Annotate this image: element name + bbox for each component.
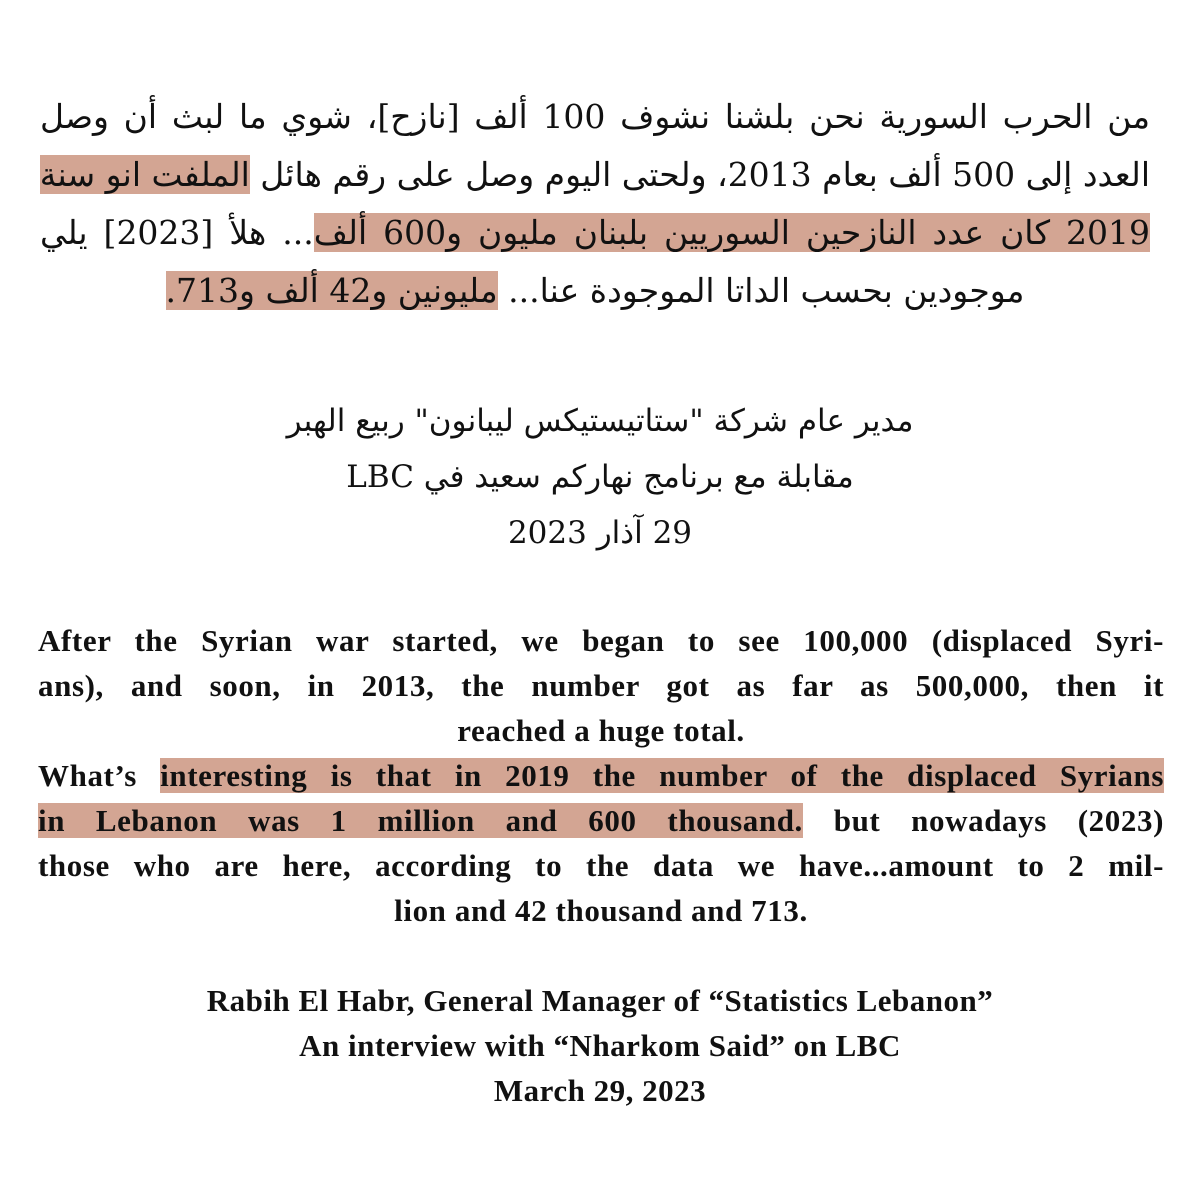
english-quote-line-5	[38, 798, 1164, 843]
english-quote	[38, 618, 1164, 933]
arabic-highlight-3: مليونين و42 ألف و713.	[165, 271, 498, 310]
arabic-quote	[40, 88, 1150, 320]
arabic-quote-line-2	[40, 146, 1150, 204]
english-attribution	[0, 978, 1200, 1113]
arabic-highlight-1: الملفت انو سنة	[39, 155, 250, 194]
english-highlight-1: interesting is that in 2019 the number of the displaced Syrians	[160, 758, 1164, 793]
arabic-quote-line-1: من الحرب السورية نحن بلشنا نشوف 100 ألف [نازح]، شوي ما لبث أن وصل	[40, 97, 1151, 136]
arabic-attribution-name: مدير عام شركة "ستاتيستيكس ليبانون" ربيع الهبر	[286, 403, 914, 439]
english-attribution-program: An interview with “Nharkom Said” on LBC	[299, 1028, 901, 1063]
arabic-quote-line-4-text: موجودين بحسب الداتا الموجودة عنا...	[497, 271, 1025, 310]
english-quote-line-3: reached a huge total.	[457, 713, 745, 748]
arabic-attribution-date: 29 آذار 2023	[507, 515, 693, 551]
english-quote-line-6: those who are here, according to the data we have...amount to 2 mil-	[38, 848, 1164, 883]
arabic-quote-line-3-text: ... هلأ [2023] يلي	[40, 213, 314, 252]
arabic-attribution	[0, 393, 1200, 561]
english-attribution-name: Rabih El Habr, General Manager of “Statistics Lebanon”	[206, 983, 994, 1018]
arabic-quote-line-2-text: العدد إلى 500 ألف بعام 2013، ولحتى اليوم وصل على رقم هائل	[249, 155, 1150, 194]
english-quote-line-1: After the Syrian war started, we began to see 100,000 (displaced Syri-	[38, 623, 1164, 658]
english-quote-line-4-text: What’s	[38, 758, 161, 793]
english-quote-line-7: lion and 42 thousand and 713.	[394, 893, 808, 928]
arabic-quote-line-3	[40, 204, 1150, 262]
arabic-highlight-2: 2019 كان عدد النازحين السوريين بلبنان مليون و600 ألف	[313, 213, 1151, 252]
english-highlight-2: in Lebanon was 1 million and 600 thousand.	[38, 803, 803, 838]
english-quote-line-4	[38, 753, 1164, 798]
arabic-attribution-program: مقابلة مع برنامج نهاركم سعيد في LBC	[346, 459, 854, 495]
english-quote-line-2: ans), and soon, in 2013, the number got as far as 500,000, then it	[38, 668, 1164, 703]
english-attribution-date: March 29, 2023	[493, 1073, 707, 1108]
english-quote-line-5-text: but nowadays (2023)	[802, 803, 1164, 838]
arabic-quote-line-4	[40, 262, 1150, 320]
